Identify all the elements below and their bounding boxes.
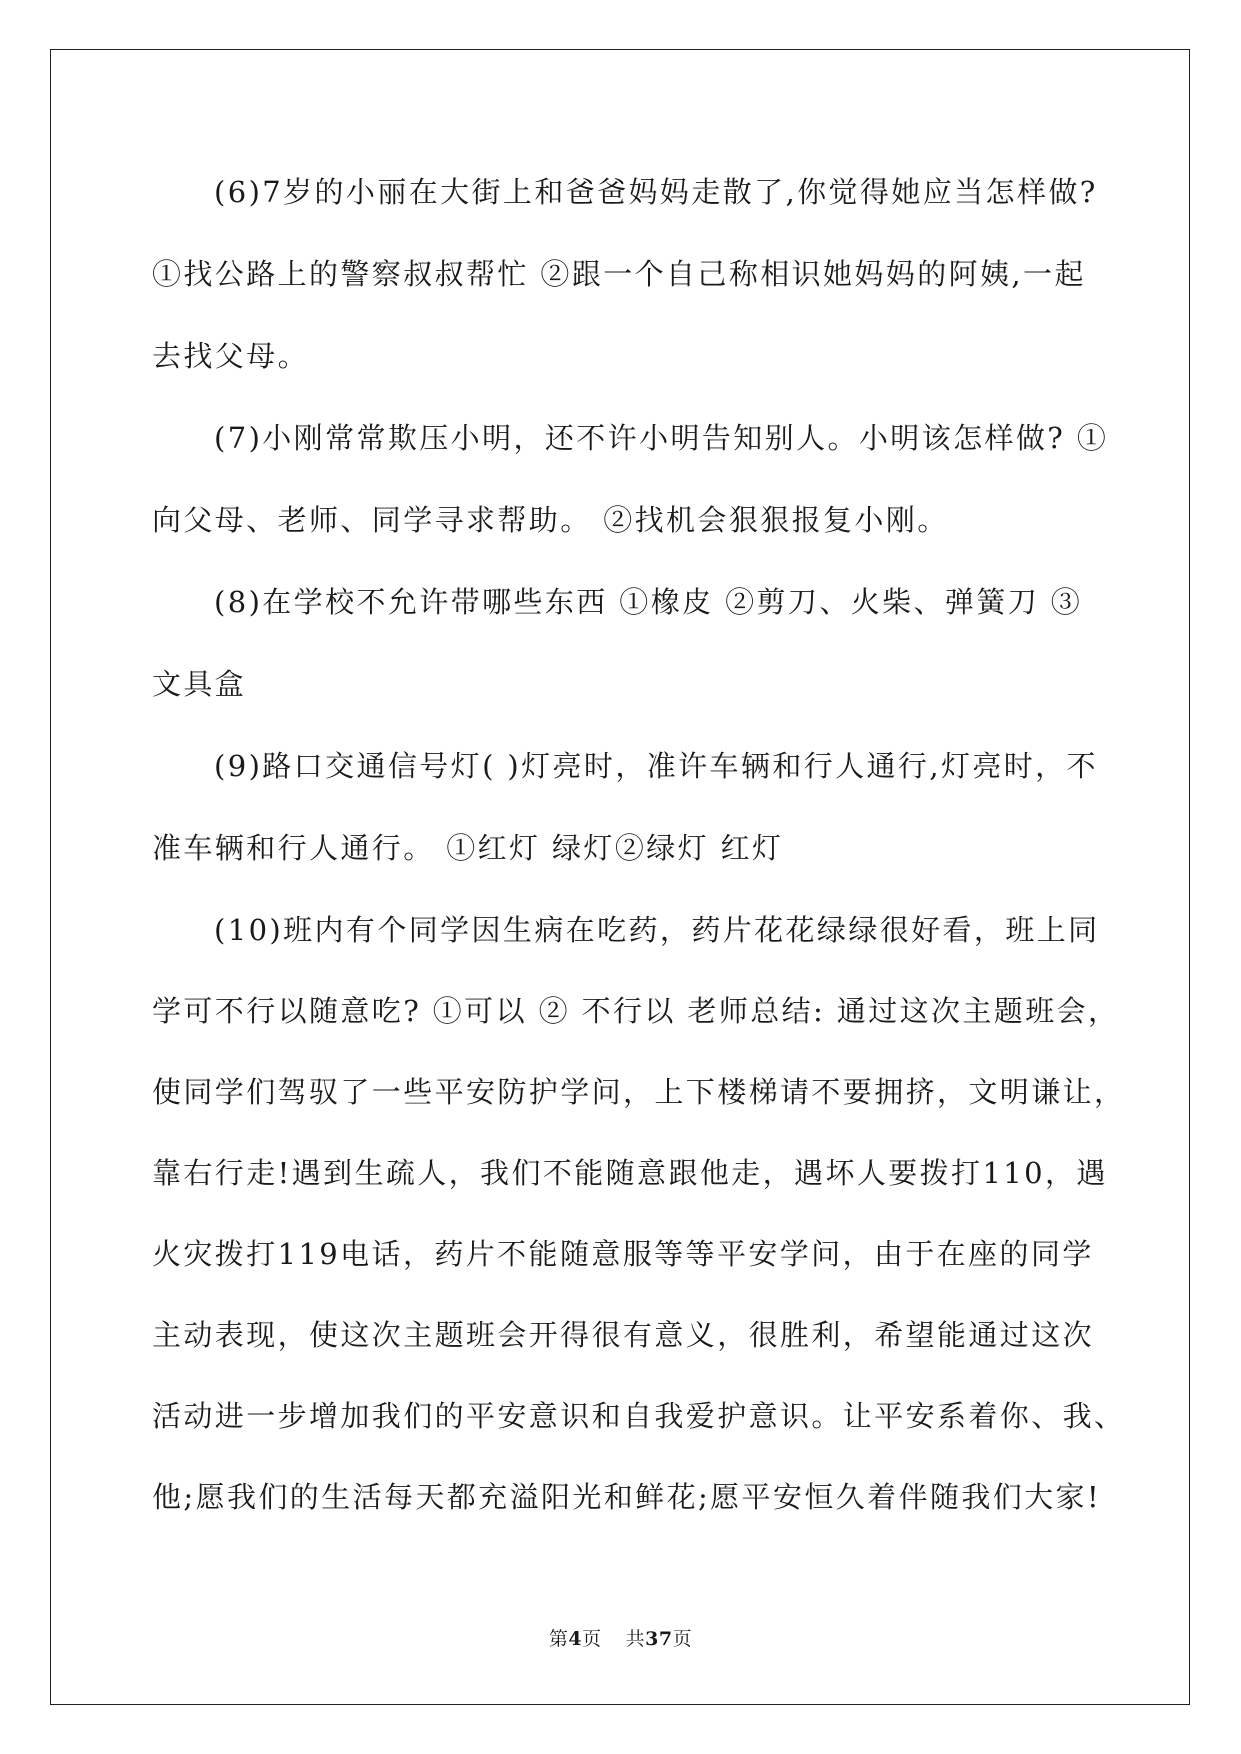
paragraph-8-line-2: 文具盒	[152, 667, 247, 701]
paragraph-10-line-2: 学可不行以随意吃? ①可以 ② 不行以 老师总结: 通过这次主题班会，	[152, 994, 1120, 1028]
paragraph-6-line-1: (6)7岁的小丽在大街上和爸爸妈妈走散了,你觉得她应当怎样做?	[214, 175, 1098, 209]
paragraph-10-line-6: 主动表现，使这次主题班会开得很有意义，很胜利，希望能通过这次	[152, 1318, 1095, 1352]
paragraph-10-line-7: 活动进一步增加我们的平安意识和自我爱护意识。让平安系着你、我、	[152, 1399, 1126, 1433]
paragraph-6-line-2: ①找公路上的警察叔叔帮忙 ②跟一个自己称相识她妈妈的阿姨,一起	[152, 257, 1086, 291]
paragraph-8-line-1: (8)在学校不允许带哪些东西 ①橡皮 ②剪刀、火柴、弹簧刀 ③	[214, 585, 1083, 619]
page-prefix: 第	[548, 1628, 569, 1650]
page-suffix: 页	[582, 1628, 602, 1650]
paragraph-10-line-8: 他;愿我们的生活每天都充溢阳光和鲜花;愿平安恒久着伴随我们大家!	[152, 1480, 1101, 1514]
paragraph-6-line-3: 去找父母。	[152, 339, 310, 373]
paragraph-10-line-5: 火灾拨打119电话，药片不能随意服等等平安学问，由于在座的同学	[152, 1237, 1094, 1271]
paragraph-10-line-1: (10)班内有个同学因生病在吃药，药片花花绿绿很好看，班上同	[214, 913, 1100, 947]
total-suffix: 页	[672, 1628, 693, 1650]
paragraph-10-line-3: 使同学们驾驭了一些平安防护学问，上下楼梯请不要拥挤，文明谦让，	[152, 1075, 1126, 1109]
paragraph-9-line-1: (9)路口交通信号灯( )灯亮时，准许车辆和行人通行,灯亮时，不	[214, 749, 1098, 783]
paragraph-9-line-2: 准车辆和行人通行。 ①红灯 绿灯②绿灯 红灯	[152, 831, 784, 865]
total-pages: 37	[645, 1628, 673, 1650]
total-prefix: 共	[625, 1628, 646, 1650]
document-body	[152, 158, 1126, 1544]
page-footer	[0, 1624, 1241, 1651]
page-number: 4	[568, 1628, 583, 1650]
paragraph-10-line-4: 靠右行走!遇到生疏人，我们不能随意跟他走，遇坏人要拨打110，遇	[152, 1156, 1108, 1190]
paragraph-7-line-2: 向父母、老师、同学寻求帮助。 ②找机会狠狠报复小刚。	[152, 503, 949, 537]
paragraph-7-line-1: (7)小刚常常欺压小明，还不许小明告知别人。小明该怎样做? ①	[214, 421, 1109, 455]
